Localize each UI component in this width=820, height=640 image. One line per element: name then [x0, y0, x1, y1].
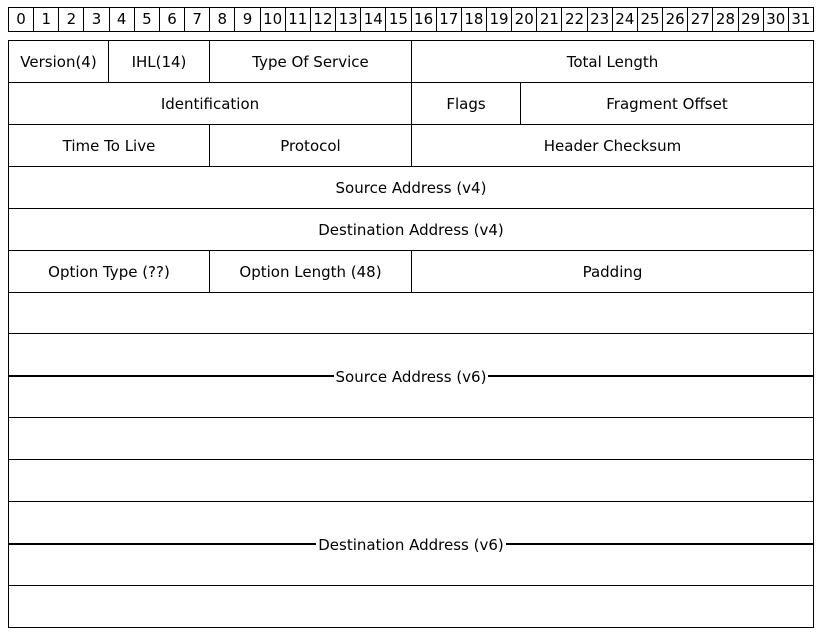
field-protocol-label: Protocol	[280, 136, 341, 155]
bit-index: 26	[663, 8, 688, 31]
field-type-of-service	[209, 40, 412, 83]
bit-index: 1	[34, 8, 59, 31]
field-header-checksum-label: Header Checksum	[543, 136, 682, 155]
field-destination-address-v4-label: Destination Address (v4)	[318, 220, 504, 239]
bit-index: 12	[311, 8, 336, 31]
bit-index: 6	[160, 8, 185, 31]
field-ihl-label: IHL(14)	[131, 52, 187, 71]
bit-index: 9	[235, 8, 260, 31]
field-version	[8, 40, 109, 83]
bit-index: 16	[412, 8, 437, 31]
bit-index: 2	[59, 8, 84, 31]
field-destination-address-v6	[8, 535, 814, 555]
source-address-v6-row	[8, 418, 814, 460]
bit-index: 27	[688, 8, 713, 31]
bit-index: 18	[462, 8, 487, 31]
field-version-label: Version(4)	[20, 52, 97, 71]
field-source-address-v6-label: Source Address (v6)	[335, 368, 487, 386]
bit-index: 3	[84, 8, 109, 31]
bit-index: 8	[210, 8, 235, 31]
field-destination-address-v4	[8, 208, 814, 251]
ipv6-address-block	[8, 292, 814, 628]
destination-address-v6-row	[8, 460, 814, 502]
field-source-address-v6	[8, 367, 814, 387]
field-protocol	[209, 124, 412, 167]
bit-index: 17	[437, 8, 462, 31]
bit-index: 31	[789, 8, 814, 31]
field-type-of-service-label: Type Of Service	[252, 52, 369, 71]
field-time-to-live	[8, 124, 210, 167]
field-padding	[411, 250, 814, 293]
bit-index: 22	[562, 8, 587, 31]
bit-index: 4	[110, 8, 135, 31]
bit-index: 30	[764, 8, 789, 31]
field-fragment-offset	[520, 82, 814, 125]
field-flags-label: Flags	[446, 94, 486, 113]
bit-ruler	[8, 7, 814, 32]
bit-index: 10	[261, 8, 286, 31]
field-source-address-v4-label: Source Address (v4)	[335, 178, 487, 197]
field-option-length-label: Option Length (48)	[239, 262, 382, 281]
field-total-length-label: Total Length	[566, 52, 659, 71]
field-padding-label: Padding	[582, 262, 643, 281]
field-destination-address-v6-label: Destination Address (v6)	[318, 536, 504, 554]
field-fragment-offset-label: Fragment Offset	[606, 94, 728, 113]
field-time-to-live-label: Time To Live	[62, 136, 156, 155]
bit-index: 25	[638, 8, 663, 31]
bit-index: 23	[588, 8, 613, 31]
field-ihl	[108, 40, 210, 83]
destination-address-v6-row	[8, 586, 814, 628]
bit-index: 20	[512, 8, 537, 31]
field-header-checksum	[411, 124, 814, 167]
bit-index: 13	[336, 8, 361, 31]
bit-index: 15	[386, 8, 411, 31]
field-option-type-label: Option Type (??)	[48, 262, 170, 281]
field-option-length	[209, 250, 412, 293]
bit-index: 14	[361, 8, 386, 31]
header-grid	[8, 40, 814, 292]
field-total-length	[411, 40, 814, 83]
field-identification-label: Identification	[160, 94, 260, 113]
source-address-v6-row	[8, 292, 814, 334]
bit-index: 5	[135, 8, 160, 31]
field-option-type	[8, 250, 210, 293]
bit-index: 29	[739, 8, 764, 31]
field-source-address-v4	[8, 166, 814, 209]
bit-index: 11	[286, 8, 311, 31]
bit-index: 24	[613, 8, 638, 31]
bit-index: 21	[537, 8, 562, 31]
bit-index: 0	[9, 8, 34, 31]
bit-index: 19	[487, 8, 512, 31]
bit-index: 28	[713, 8, 738, 31]
field-identification	[8, 82, 412, 125]
field-flags	[411, 82, 521, 125]
bit-index: 7	[185, 8, 210, 31]
